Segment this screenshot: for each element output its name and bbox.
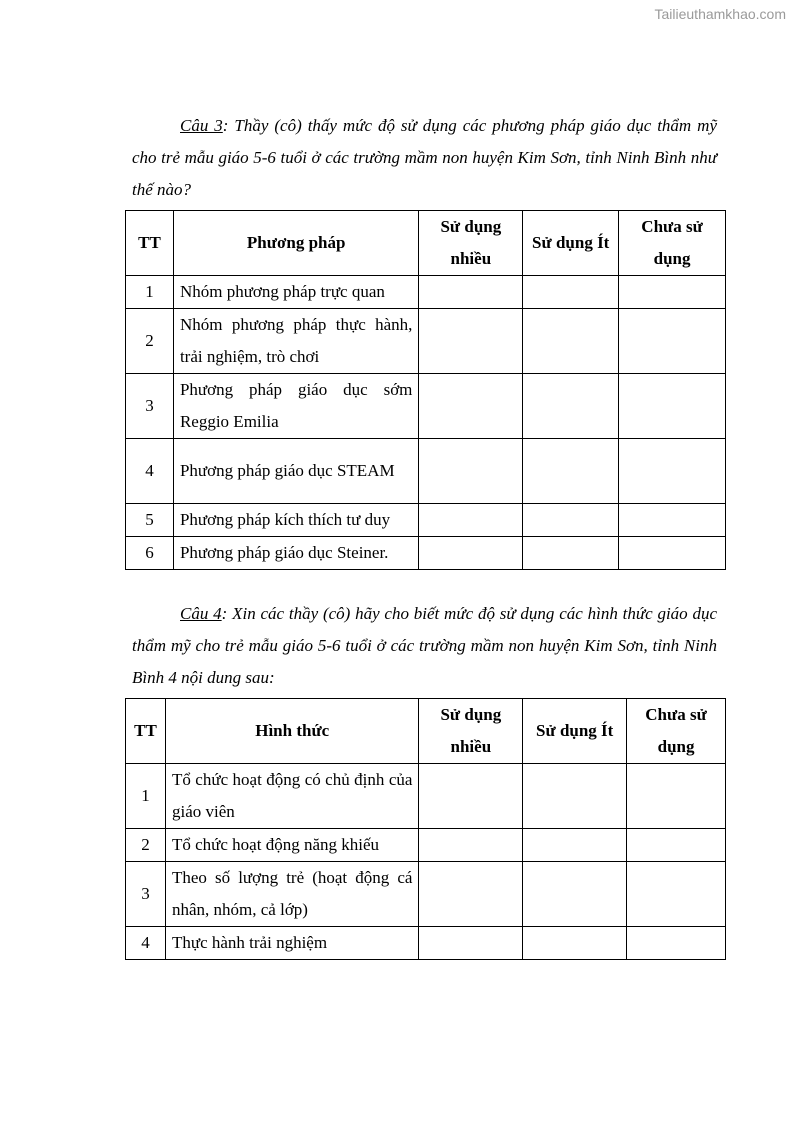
checkbox-cell[interactable] xyxy=(419,862,523,927)
checkbox-cell[interactable] xyxy=(419,504,523,537)
row-label: Tổ chức hoạt động có chủ định của giáo viên xyxy=(165,764,418,829)
header-not-used: Chưa sử dụng xyxy=(627,699,726,764)
checkbox-cell[interactable] xyxy=(523,537,619,570)
header-used-little: Sử dụng Ít xyxy=(523,211,619,276)
checkbox-cell[interactable] xyxy=(419,276,523,309)
checkbox-cell[interactable] xyxy=(523,504,619,537)
question-4-label: Câu 4 xyxy=(180,604,222,623)
watermark: Tailieuthamkhao.com xyxy=(654,6,786,22)
checkbox-cell[interactable] xyxy=(619,537,726,570)
header-not-used: Chưa sử dụng xyxy=(619,211,726,276)
checkbox-cell[interactable] xyxy=(619,439,726,504)
header-used-much: Sử dụng nhiều xyxy=(419,699,523,764)
question-4 xyxy=(132,598,717,694)
table-row xyxy=(126,829,726,862)
table-row xyxy=(126,504,726,537)
row-number: 2 xyxy=(126,309,174,374)
checkbox-cell[interactable] xyxy=(419,537,523,570)
header-form: Hình thức xyxy=(165,699,418,764)
row-number: 4 xyxy=(126,439,174,504)
table-row xyxy=(126,537,726,570)
checkbox-cell[interactable] xyxy=(419,374,523,439)
question-4-text: : Xin các thầy (cô) hãy cho biết mức độ sử dụng các hình thức giáo dục thẩm mỹ cho trẻ mẫu giáo 5-6 tuổi ở các trường mầm non huyện Kim Sơn, tỉnh Ninh Bình 4 nội dung sau: xyxy=(132,604,718,687)
checkbox-cell[interactable] xyxy=(627,764,726,829)
row-label: Phương pháp kích thích tư duy xyxy=(173,504,418,537)
header-tt: TT xyxy=(126,211,174,276)
checkbox-cell[interactable] xyxy=(523,309,619,374)
header-method: Phương pháp xyxy=(173,211,418,276)
checkbox-cell[interactable] xyxy=(627,927,726,960)
header-used-much: Sử dụng nhiều xyxy=(419,211,523,276)
checkbox-cell[interactable] xyxy=(619,309,726,374)
header-used-little: Sử dụng Ít xyxy=(523,699,627,764)
row-label: Nhóm phương pháp trực quan xyxy=(173,276,418,309)
checkbox-cell[interactable] xyxy=(619,276,726,309)
forms-table xyxy=(125,698,726,960)
checkbox-cell[interactable] xyxy=(627,862,726,927)
checkbox-cell[interactable] xyxy=(523,764,627,829)
row-label: Theo số lượng trẻ (hoạt động cá nhân, nhóm, cả lớp) xyxy=(165,862,418,927)
checkbox-cell[interactable] xyxy=(419,309,523,374)
row-label: Phương pháp giáo dục STEAM xyxy=(173,439,418,504)
row-number: 3 xyxy=(126,862,166,927)
checkbox-cell[interactable] xyxy=(619,374,726,439)
checkbox-cell[interactable] xyxy=(419,764,523,829)
checkbox-cell[interactable] xyxy=(523,374,619,439)
table-row xyxy=(126,439,726,504)
row-number: 5 xyxy=(126,504,174,537)
row-label: Thực hành trải nghiệm xyxy=(165,927,418,960)
table-row xyxy=(126,862,726,927)
row-label: Phương pháp giáo dục sớm Reggio Emilia xyxy=(173,374,418,439)
checkbox-cell[interactable] xyxy=(523,829,627,862)
row-number: 3 xyxy=(126,374,174,439)
row-number: 1 xyxy=(126,276,174,309)
question-3 xyxy=(132,110,717,206)
row-number: 1 xyxy=(126,764,166,829)
question-3-text: : Thầy (cô) thấy mức độ sử dụng các phương pháp giáo dục thẩm mỹ cho trẻ mẫu giáo 5-6 tuổi ở các trường mầm non huyện Kim Sơn, tỉnh Ninh Bình như thế nào? xyxy=(132,116,717,199)
checkbox-cell[interactable] xyxy=(523,276,619,309)
question-3-label: Câu 3 xyxy=(180,116,223,135)
checkbox-cell[interactable] xyxy=(523,862,627,927)
table-row xyxy=(126,309,726,374)
table-row xyxy=(126,764,726,829)
checkbox-cell[interactable] xyxy=(523,439,619,504)
checkbox-cell[interactable] xyxy=(619,504,726,537)
checkbox-cell[interactable] xyxy=(523,927,627,960)
row-label: Nhóm phương pháp thực hành, trải nghiệm, trò chơi xyxy=(173,309,418,374)
table-row xyxy=(126,276,726,309)
table-row xyxy=(126,927,726,960)
methods-table xyxy=(125,210,726,570)
checkbox-cell[interactable] xyxy=(419,439,523,504)
row-number: 4 xyxy=(126,927,166,960)
table-row xyxy=(126,374,726,439)
checkbox-cell[interactable] xyxy=(419,829,523,862)
row-label: Phương pháp giáo dục Steiner. xyxy=(173,537,418,570)
row-label: Tổ chức hoạt động năng khiếu xyxy=(165,829,418,862)
header-tt: TT xyxy=(126,699,166,764)
row-number: 6 xyxy=(126,537,174,570)
row-number: 2 xyxy=(126,829,166,862)
checkbox-cell[interactable] xyxy=(419,927,523,960)
checkbox-cell[interactable] xyxy=(627,829,726,862)
